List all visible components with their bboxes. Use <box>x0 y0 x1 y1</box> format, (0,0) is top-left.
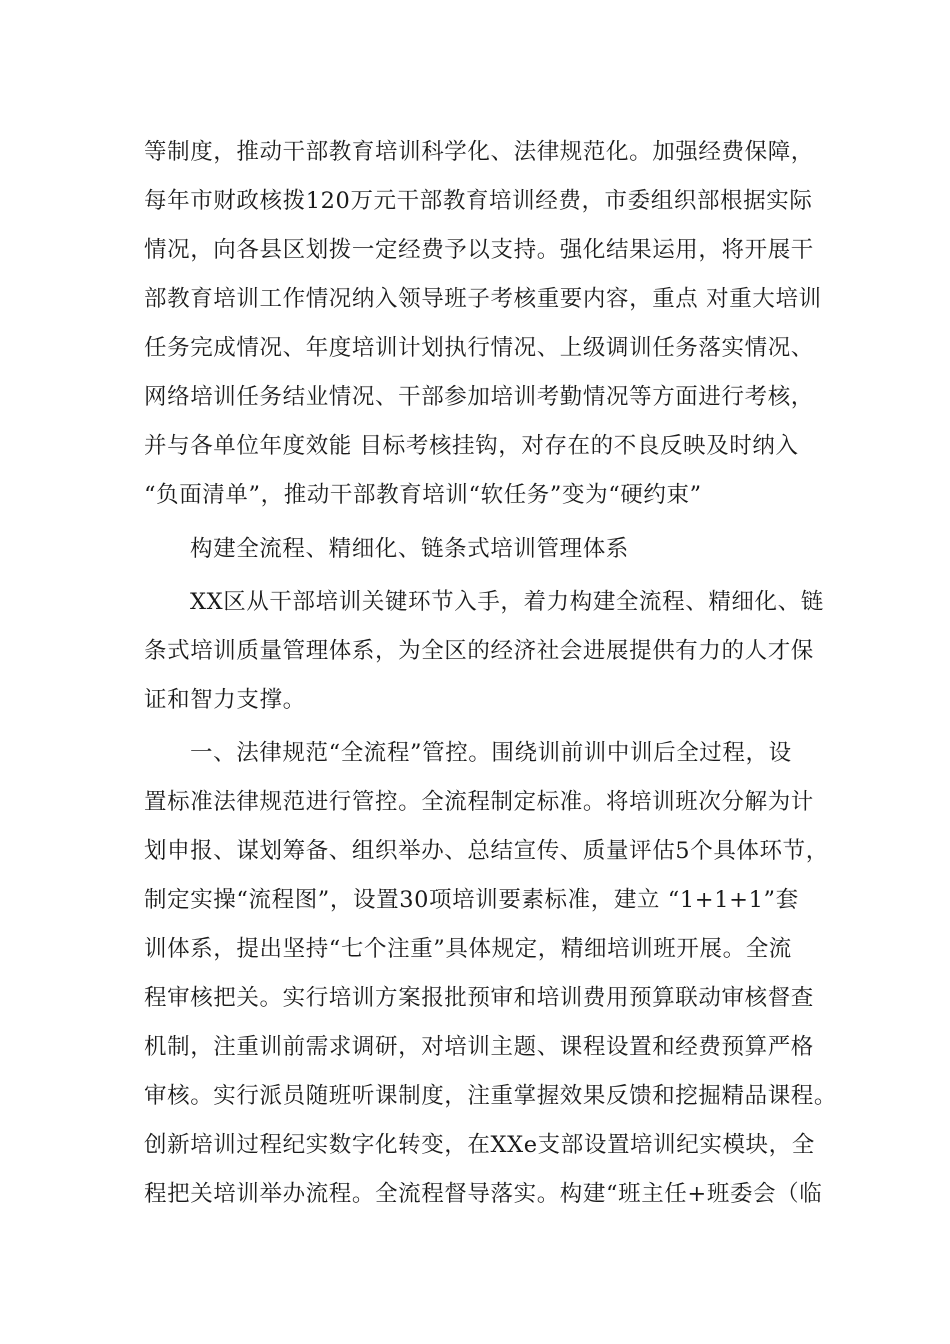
text-line: 并与各单位年度效能 目标考核挂钩，对存在的不良反映及时纳入 <box>144 433 799 459</box>
text-line: 划申报、谋划筹备、组织举办、总结宣传、质量评估5个具体环节， <box>144 838 829 864</box>
text-line: “负面清单”，推动干部教育培训“软任务”变为“硬约束” <box>144 482 702 508</box>
text-line: 情况，向各县区划拨一定经费予以支持。强化结果运用，将开展干 <box>144 237 814 263</box>
text-line: 创新培训过程纪实数字化转变，在XXe支部设置培训纪实模块，全 <box>144 1132 815 1158</box>
text-line: 程审核把关。实行培训方案报批预审和培训费用预算联动审核督查 <box>144 985 814 1011</box>
section-heading: 构建全流程、精细化、链条式培训管理体系 <box>190 536 629 562</box>
text-line: 部教育培训工作情况纳入领导班子考核重要内容，重点 对重大培训 <box>144 286 822 312</box>
text-line: 每年市财政核拨120万元干部教育培训经费，市委组织部根据实际 <box>144 188 813 214</box>
text-line: 条式培训质量管理体系，为全区的经济社会进展提供有力的人才保 <box>144 638 814 664</box>
text-line: 程把关培训举办流程。全流程督导落实。构建“班主任+班委会（临 <box>144 1181 823 1207</box>
text-line: 证和智力支撑。 <box>144 687 306 713</box>
text-line: 制定实操“流程图”，设置30项培训要素标准，建立 “1+1+1”套 <box>144 887 799 913</box>
text-line: XX区从干部培训关键环节入手，着力构建全流程、精细化、链 <box>190 589 824 615</box>
text-line: 训体系，提出坚持“七个注重”具体规定，精细培训班开展。全流 <box>144 936 792 962</box>
text-line: 置标准法律规范进行管控。全流程制定标准。将培训班次分解为计 <box>144 789 814 815</box>
text-line: 任务完成情况、年度培训计划执行情况、上级调训任务落实情况、 <box>144 335 814 361</box>
text-line: 网络培训任务结业情况、干部参加培训考勤情况等方面进行考核， <box>144 384 814 410</box>
text-line: 审核。实行派员随班听课制度，注重掌握效果反馈和挖掘精品课程。 <box>144 1083 838 1109</box>
text-line: 机制，注重训前需求调研，对培训主题、课程设置和经费预算严格 <box>144 1034 814 1060</box>
text-line: 等制度，推动干部教育培训科学化、法律规范化。加强经费保障， <box>144 139 814 165</box>
text-line: 一、法律规范“全流程”管控。围绕训前训中训后全过程，设 <box>190 740 792 766</box>
